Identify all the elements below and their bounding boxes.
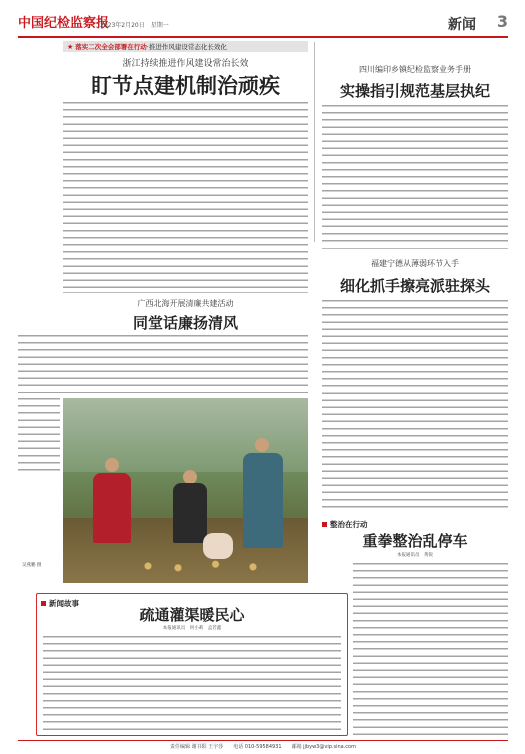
right-story-2-headline: 细化抓手擦亮派驻探头 bbox=[339, 277, 490, 295]
middle-story-body bbox=[18, 335, 308, 393]
feature-byline: 本报通讯员 何小莉 孟若鑫 bbox=[162, 626, 222, 631]
newspaper-logo: 中国纪检监察报 bbox=[18, 16, 110, 31]
right-story-1-kicker: 四川编印乡镇纪检监察业务手册 bbox=[359, 65, 471, 74]
section-rule bbox=[322, 248, 508, 249]
square-marker-icon bbox=[322, 522, 327, 527]
feature-headline: 疏通灌渠暖民心 bbox=[139, 606, 245, 624]
right-story-3-column-text: 整治在行动 bbox=[330, 520, 368, 529]
top-story-headline: 盯节点建机制治顽疾 bbox=[91, 74, 280, 98]
right-story-2-kicker: 福建宁德从薄弱环节入手 bbox=[371, 259, 459, 268]
right-story-3-body bbox=[353, 563, 508, 735]
right-story-3-byline: 本报通讯员 黄锐 bbox=[397, 553, 433, 558]
right-story-1-body bbox=[322, 105, 508, 243]
masthead-rule bbox=[18, 36, 508, 38]
right-story-3-headline: 重拳整治乱停车 bbox=[362, 532, 468, 550]
banner-subtitle: ·推进作风建设常态化长效化 bbox=[146, 43, 227, 51]
middle-story-headline: 同堂话廉扬清风 bbox=[132, 314, 238, 332]
section-rule bbox=[63, 292, 308, 293]
feature-column-text: 新闻故事 bbox=[49, 599, 79, 608]
photo-credit: 吴燕鹏 摄 bbox=[22, 563, 42, 568]
star-icon: ★ bbox=[67, 42, 74, 51]
right-story-1-headline: 实操指引规范基层执纪 bbox=[339, 82, 490, 100]
page-number: 3 bbox=[496, 12, 508, 31]
page-footer: 责任编辑 谢书阳 王宇莎 电话 010-59584931 邮箱 jjbyw3@vip.sina.com bbox=[18, 740, 508, 750]
masthead bbox=[18, 12, 508, 34]
right-story-3-column-label bbox=[322, 519, 368, 530]
middle-story-kicker: 广西北海开展清廉共建活动 bbox=[137, 299, 234, 308]
top-story-banner bbox=[63, 41, 308, 52]
photo-caption-text bbox=[18, 398, 60, 476]
issue-date: 2023年2月20日 星期一 bbox=[100, 22, 169, 29]
column-rule bbox=[314, 42, 315, 242]
section-name: 新闻 bbox=[448, 17, 476, 33]
news-photo bbox=[63, 398, 308, 583]
right-story-2-body bbox=[322, 300, 508, 512]
top-story-body bbox=[63, 102, 308, 288]
feature-story-box bbox=[36, 593, 348, 736]
top-story-kicker: 浙江持续推进作风建设常治长效 bbox=[122, 59, 249, 69]
banner-label: 落实二次全会部署在行动 bbox=[75, 43, 147, 51]
feature-body bbox=[43, 636, 341, 732]
